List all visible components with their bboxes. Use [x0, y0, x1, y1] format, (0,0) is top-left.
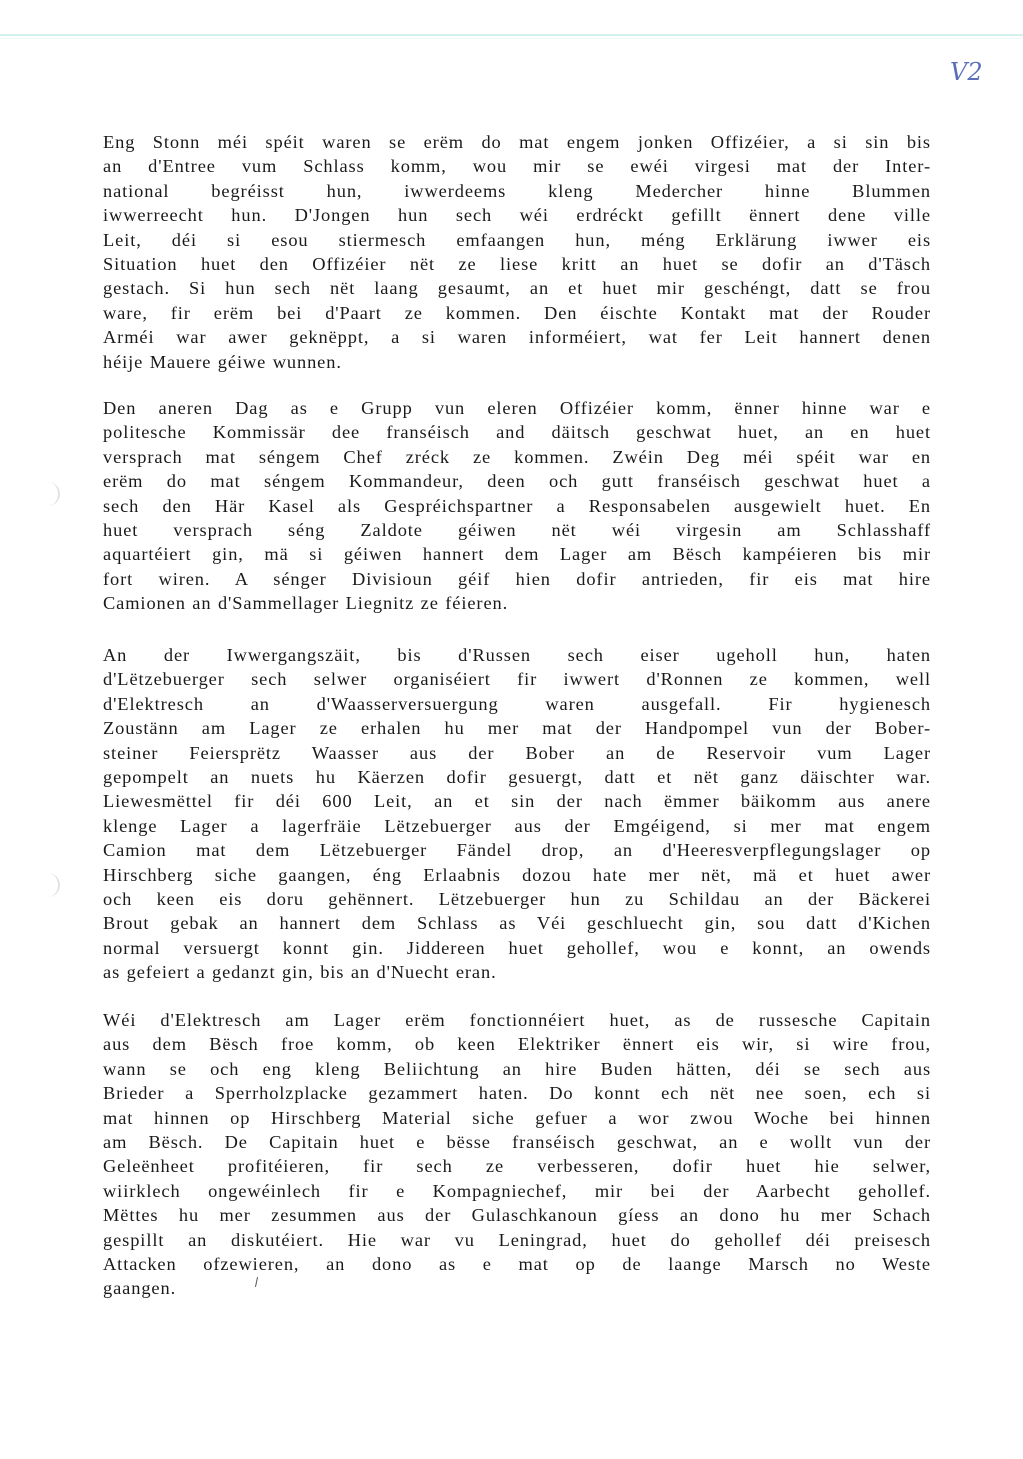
text-line: ware, fir erëm bei d'Paart ze kommen. Den éischte Kontakt mat der Rouder [103, 302, 931, 323]
text-line: gespillt an diskutéiert. Hie war vu Leningrad, huet do gehollef déi preisesch [103, 1229, 931, 1250]
text-line: Attacken ofzewieren, an dono as e mat op de laange Marsch no Weste [103, 1254, 931, 1275]
text-line: Eng Stonn méi spéit waren se erëm do mat engem jonken Offizéier, a si sin bis [103, 132, 931, 152]
text-line: Geleënheet profitéieren, fir sech ze verbesseren, dofir huet hie selwer, [103, 1156, 931, 1177]
text-line: erëm do mat séngem Kommandeur, deen och gutt franséisch geschwat huet a [103, 471, 931, 492]
text-line: as gefeiert a gedanzt gin, bis an d'Nuecht eran. [103, 962, 497, 983]
text-line: Zoustänn am Lager ze erhalen hu mer mat der Handpompel vun der Bober- [103, 718, 931, 739]
paragraph-text [103, 643, 931, 985]
paragraph-text [103, 396, 931, 616]
text-line: fort wiren. A sénger Divisioun géif hien dofir antrieden, fir eis mat hire [103, 568, 931, 589]
paragraph-3 [103, 643, 931, 985]
punch-hole-mark [38, 873, 60, 897]
text-line: gepompelt an nuets hu Käerzen dofir gesuergt, datt et nët ganz däischter war. [103, 767, 931, 788]
text-line: wann se och eng kleng Beliichtung an hire Buden hätten, déi se sech aus [103, 1058, 931, 1079]
text-line: iwwerreecht hun. D'Jongen hun sech wéi erdréckt gefillt ënnert dene ville [103, 205, 931, 226]
text-line: Liewesmëttel fir déi 600 Leit, an et sin der nach ëmmer bäikomm aus anere [103, 791, 931, 812]
text-line: Arméi war awer geknëppt, a si waren informéiert, wat fer Leit hannert denen [103, 327, 931, 348]
text-line: Wéi d'Elektresch am Lager erëm fonctionnéiert huet, as de russesche Capitain [103, 1010, 931, 1030]
text-line: d'Lëtzebuerger sech selwer organiséiert fir iwwert d'Ronnen ze kommen, well [103, 669, 931, 690]
paragraph-text [103, 130, 931, 374]
text-line: Situation huet den Offizéier nët ze liese kritt an huet se dofir an d'Täsch [103, 254, 931, 275]
text-line: Camion mat dem Lëtzebuerger Fändel drop, an d'Heeresverpflegungslager op [103, 840, 931, 861]
text-line: Camionen an d'Sammellager Liegnitz ze féieren. [103, 593, 509, 614]
text-line: Brieder a Sperrholzplacke gezammert haten. Do konnt ech nët nee soen, ech si [103, 1083, 931, 1104]
handwritten-page-number: Ⅴ2 [950, 58, 983, 86]
text-line: wiirklech ongewéinlech fir e Kompagniechef, mir bei der Aarbecht gehollef. [103, 1180, 931, 1201]
paragraph-text [103, 1008, 931, 1301]
paragraph-2 [103, 396, 931, 616]
text-line: normal versuergt konnt gin. Jiddereen huet gehollef, wou e konnt, an owends [103, 937, 931, 958]
text-line: An der Iwwergangszäit, bis d'Russen sech eiser ugeholl hun, haten [103, 645, 931, 665]
text-line: versprach mat séngem Chef zréck ze kommen. Zwéin Deg méi spéit war en [103, 446, 931, 467]
text-line: Leit, déi si esou stiermesch emfaangen hun, méng Erklärung iwwer eis [103, 229, 931, 250]
text-line: Den aneren Dag as e Grupp vun eleren Offizéier komm, ënner hinne war e [103, 398, 931, 418]
scan-top-rule-faint [0, 38, 1023, 39]
text-line: héije Mauere géiwe wunnen. [103, 351, 342, 372]
text-line: och keen eis doru gehënnert. Lëtzebuerger hun zu Schildau an der Bäckerei [103, 889, 931, 910]
text-line: aquartéiert gin, mä si géiwen hannert dem Lager am Bësch kampéieren bis mir [103, 544, 931, 565]
text-line: Mëttes hu mer zesummen aus der Gulaschkanoun gíess an dono hu mer Schach [103, 1205, 931, 1226]
text-line: mat hinnen op Hirschberg Material siche gefuer a wor zwou Woche bei hinnen [103, 1107, 931, 1128]
text-line: gestach. Si hun sech nët laang gesaumt, an et huet mir geschéngt, datt se frou [103, 278, 931, 299]
text-line: huet versprach séng Zaldote géiwen nët wéi virgesin am Schlasshaff [103, 520, 931, 541]
text-line: Brout gebak an hannert dem Schlass as Véi geschluecht gin, sou datt d'Kichen [103, 913, 931, 934]
text-line: steiner Feiersprëtz Waasser aus der Bober an de Reservoir vum Lager [103, 742, 931, 763]
punch-hole-mark [38, 482, 60, 506]
text-line: an d'Entree vum Schlass komm, wou mir se ewéi virgesi mat der Inter- [103, 156, 931, 177]
text-line: gaangen. [103, 1278, 177, 1299]
text-line: politesche Kommissär dee franséisch and däitsch geschwat huet, an en huet [103, 422, 931, 443]
text-line: klenge Lager a lagerfräie Lëtzebuerger aus der Emgéigend, si mer mat engem [103, 815, 931, 836]
text-line: d'Elektresch an d'Waasserversuergung waren ausgefall. Fir hygienesch [103, 693, 931, 714]
paragraph-1 [103, 130, 931, 374]
paragraph-4 [103, 1008, 931, 1301]
text-line: sech den Här Kasel als Gespréichspartner a Responsabelen ausgewielt huet. En [103, 495, 931, 516]
text-line: aus dem Bësch froe komm, ob keen Elektriker ënnert eis wir, si wire frou, [103, 1034, 931, 1055]
text-line: am Bësch. De Capitain huet e bësse franséisch geschwat, an e wollt vun der [103, 1132, 931, 1153]
text-line: Hirschberg siche gaangen, éng Erlaabnis dozou hate mer nët, mä et huet awer [103, 864, 931, 885]
scan-top-rule [0, 34, 1023, 36]
text-line: national begréisst hun, iwwerdeems kleng Medercher hinne Blummen [103, 180, 931, 201]
